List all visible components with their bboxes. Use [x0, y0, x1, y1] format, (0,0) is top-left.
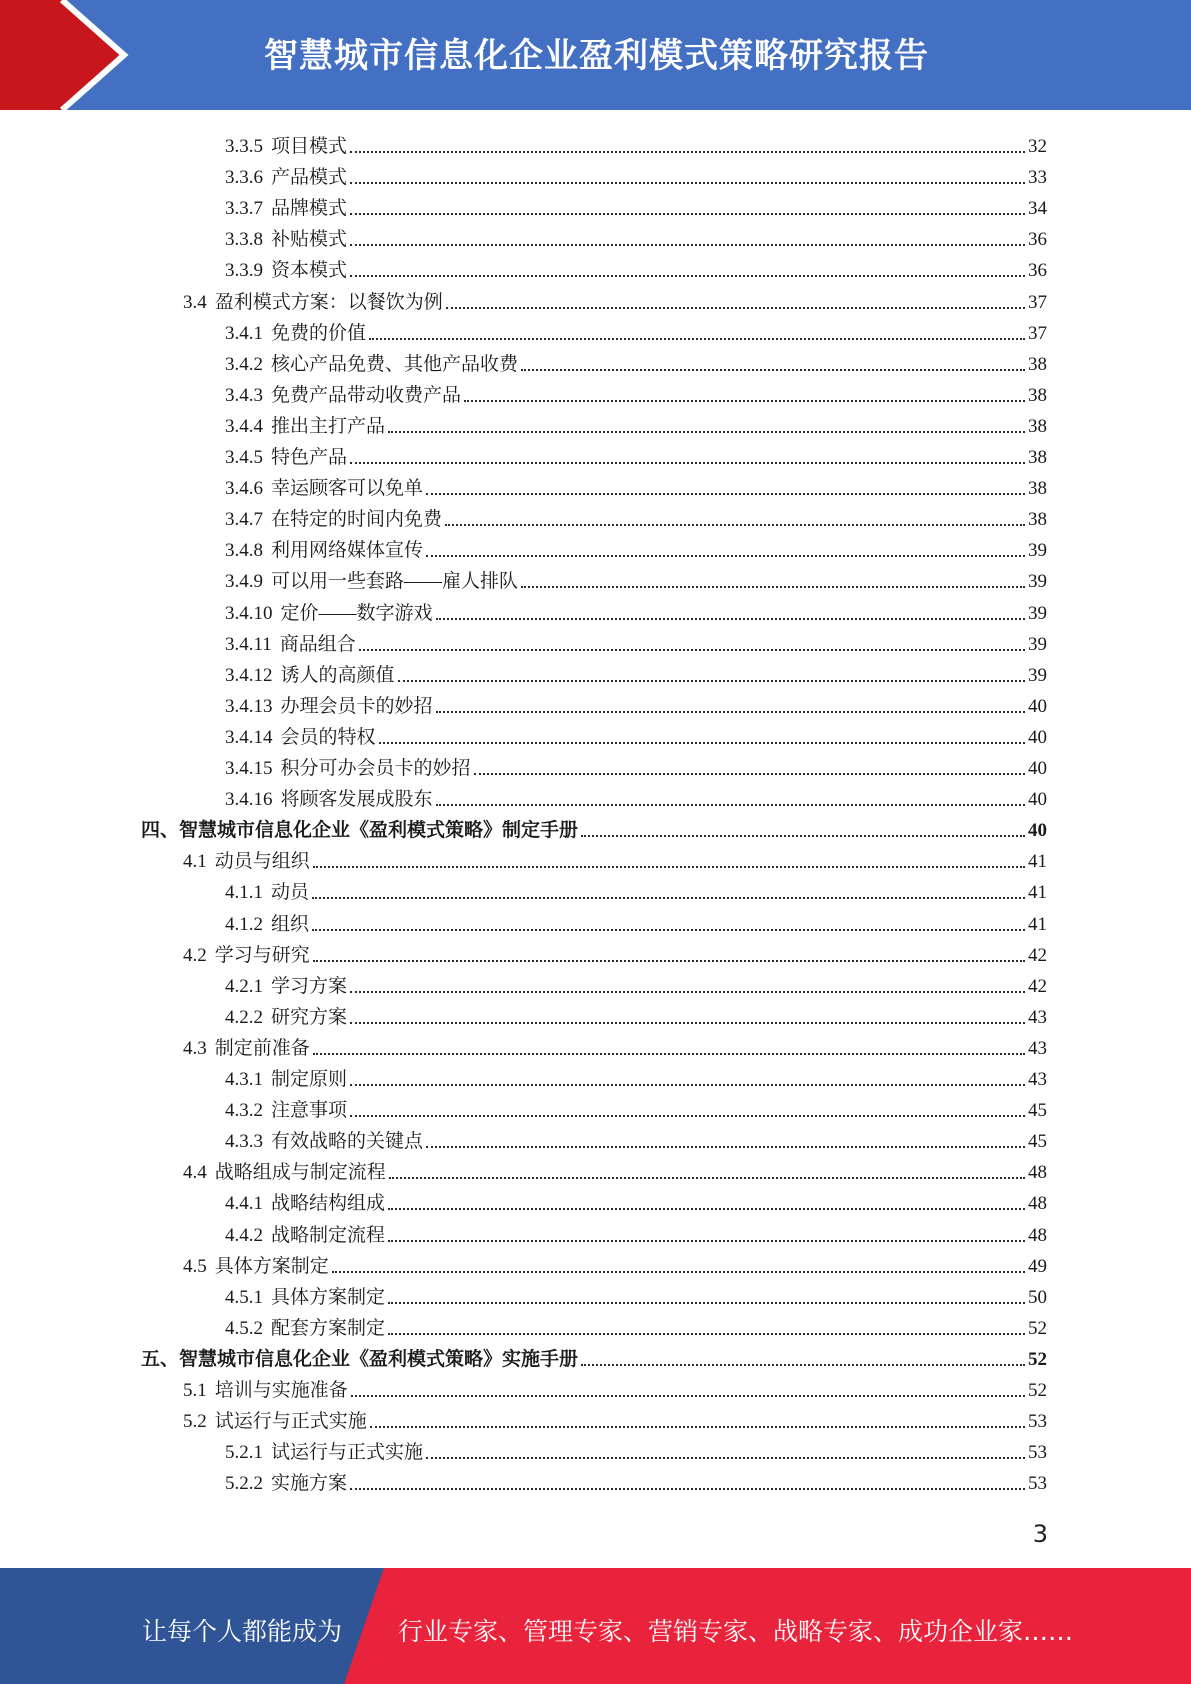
toc-dot-leader [426, 555, 1025, 557]
toc-entry-number: 4.4 [183, 1162, 207, 1184]
toc-dot-leader [445, 524, 1025, 526]
toc-entry[interactable] [225, 656, 1047, 687]
toc-dot-leader [350, 1488, 1025, 1490]
toc-entry[interactable] [183, 1029, 1047, 1060]
toc-entry-page: 42 [1028, 944, 1047, 966]
toc-entry[interactable] [225, 1184, 1047, 1215]
toc-entry[interactable] [183, 1371, 1047, 1402]
toc-dot-leader [446, 307, 1025, 309]
toc-dot-leader [369, 338, 1025, 340]
toc-entry-page: 39 [1028, 540, 1047, 562]
toc-entry-page: 50 [1028, 1286, 1047, 1308]
toc-dot-leader [389, 1177, 1025, 1179]
toc-entry-title: 免费产品带动收费产品 [271, 384, 462, 406]
toc-entry-number: 3.3.8 [225, 229, 263, 251]
toc-entry[interactable] [183, 842, 1047, 873]
toc-dot-leader [351, 1395, 1025, 1397]
toc-entry-number: 4.3.1 [225, 1069, 263, 1090]
toc-entry-number: 3.4.5 [225, 447, 263, 468]
toc-entry-title: 制定原则 [271, 1069, 348, 1090]
toc-entry-number: 5.2.2 [225, 1473, 263, 1495]
toc-entry[interactable] [225, 687, 1047, 718]
toc-dot-leader [521, 586, 1025, 588]
toc-entry-title: 学习与研究 [214, 944, 310, 966]
toc-dot-leader [350, 182, 1025, 184]
toc-entry-title: 在特定的时间内免费 [271, 509, 443, 531]
toc-entry-number: 四、 [141, 820, 180, 842]
toc-entry[interactable] [183, 1402, 1047, 1433]
toc-dot-leader [398, 680, 1025, 682]
toc-dot-leader [312, 929, 1025, 931]
toc-entry-number: 4.2.1 [225, 975, 263, 997]
toc-entry[interactable] [225, 251, 1047, 282]
toc-dot-leader [581, 1364, 1025, 1366]
footer-slogan-left: 让每个人都能成为 [142, 1617, 343, 1646]
toc-dot-leader [521, 369, 1025, 371]
toc-dot-leader [313, 1053, 1025, 1055]
toc-entry-page: 49 [1028, 1255, 1047, 1277]
toc-entry-number: 3.4 [183, 291, 207, 313]
toc-entry-title: 品牌模式 [271, 198, 348, 220]
toc-entry-number: 3.4.10 [225, 602, 273, 624]
toc-entry-number: 3.4.4 [225, 415, 263, 437]
toc-entry-page: 34 [1028, 198, 1047, 220]
toc-entry-title: 配套方案制定 [271, 1317, 386, 1339]
toc-entry-title: 组织 [271, 913, 310, 935]
toc-entry-number: 3.4.11 [225, 633, 272, 655]
toc-entry-number: 4.5.1 [225, 1286, 263, 1308]
toc-entry[interactable] [225, 594, 1047, 625]
toc-entry-title: 补贴模式 [271, 229, 348, 251]
toc-entry[interactable] [225, 127, 1047, 158]
toc-entry-title: 产品模式 [271, 167, 348, 189]
toc-entry-number: 3.4.6 [225, 478, 263, 500]
document-title: 智慧城市信息化企业盈利模式策略研究报告 [264, 36, 929, 76]
toc-dot-leader [474, 773, 1025, 775]
toc-dot-leader [350, 1084, 1025, 1086]
toc-entry-title: 商品组合 [279, 633, 356, 655]
toc-entry-page: 52 [1028, 1380, 1047, 1401]
toc-entry-title: 研究方案 [271, 1006, 348, 1028]
toc-entry-title: 项目模式 [271, 136, 348, 157]
header-banner [0, 0, 1191, 110]
toc-entry-number: 4.3.3 [225, 1131, 263, 1153]
toc-entry-number: 3.4.14 [225, 726, 273, 748]
toc-entry[interactable] [225, 1433, 1047, 1464]
toc-entry[interactable] [225, 718, 1047, 749]
toc-entry-title: 具体方案制定 [214, 1255, 329, 1277]
toc-dot-leader [436, 711, 1025, 713]
toc-entry-page: 42 [1028, 975, 1047, 997]
toc-entry[interactable] [225, 998, 1047, 1029]
toc-entry-number: 5.2.1 [225, 1442, 263, 1464]
toc-entry-page: 41 [1028, 851, 1047, 873]
toc-entry-title: 动员与组织 [214, 851, 310, 873]
toc-entry-page: 41 [1028, 913, 1047, 935]
toc-entry-page: 48 [1028, 1193, 1047, 1215]
toc-entry-page: 45 [1028, 1100, 1047, 1122]
toc-dot-leader [388, 1240, 1025, 1242]
toc-entry[interactable] [225, 1216, 1047, 1247]
toc-entry[interactable] [183, 1247, 1047, 1278]
toc-entry-number: 4.4.1 [225, 1193, 263, 1215]
toc-entry[interactable] [225, 314, 1047, 345]
toc-entry-page: 45 [1028, 1131, 1047, 1153]
toc-entry-page: 52 [1028, 1348, 1047, 1370]
toc-entry[interactable] [225, 1060, 1047, 1091]
toc-entry-number: 3.4.8 [225, 540, 263, 562]
toc-entry-title: 可以用一些套路——雇人排队 [271, 571, 519, 593]
toc-dot-leader [350, 275, 1025, 277]
toc-entry-number: 3.4.2 [225, 353, 263, 375]
header-arrow-graphic [0, 0, 150, 110]
toc-entry-page: 41 [1028, 882, 1047, 904]
toc-entry-page: 38 [1028, 353, 1047, 375]
toc-entry-number: 3.4.12 [225, 664, 273, 686]
toc-dot-leader [370, 1426, 1025, 1428]
toc-dot-leader [388, 431, 1025, 433]
toc-entry-page: 40 [1028, 695, 1047, 717]
toc-entry[interactable] [225, 625, 1047, 656]
toc-entry-title: 定价——数字游戏 [280, 602, 433, 624]
toc-dot-leader [350, 1115, 1025, 1117]
toc-entry-page: 40 [1028, 820, 1047, 842]
toc-dot-leader [350, 151, 1025, 153]
toc-dot-leader [350, 213, 1025, 215]
toc-dot-leader [312, 897, 1025, 899]
toc-entry-page: 39 [1028, 602, 1047, 624]
toc-entry-title: 动员 [271, 882, 310, 904]
toc-entry-title: 智慧城市信息化企业《盈利模式策略》制定手册 [179, 820, 579, 842]
toc-entry-title: 制定前准备 [214, 1037, 310, 1059]
toc-entry-page: 36 [1028, 260, 1047, 282]
toc-dot-leader [581, 835, 1025, 837]
toc-dot-leader [426, 1457, 1025, 1459]
toc-entry-title: 诱人的高颜值 [280, 664, 395, 686]
toc-entry-title: 免费的价值 [271, 322, 367, 344]
toc-entry[interactable] [225, 1464, 1047, 1495]
toc-entry-title: 幸运顾客可以免单 [271, 478, 424, 500]
toc-entry-number: 4.4.2 [225, 1224, 263, 1246]
toc-entry-title: 实施方案 [271, 1473, 348, 1495]
toc-entry-number: 5.2 [183, 1411, 207, 1433]
toc-dot-leader [379, 742, 1025, 744]
toc-entry[interactable] [225, 749, 1047, 780]
toc-dot-leader [388, 1208, 1025, 1210]
toc-entry[interactable] [225, 1091, 1047, 1122]
toc-dot-leader [426, 493, 1025, 495]
toc-entry[interactable] [225, 345, 1047, 376]
toc-entry-number: 3.3.5 [225, 136, 263, 157]
toc-entry-number: 4.2 [183, 944, 207, 966]
toc-entry-title: 特色产品 [271, 447, 348, 468]
toc-entry-page: 43 [1028, 1006, 1047, 1028]
toc-entry[interactable] [183, 1153, 1047, 1184]
toc-entry-number: 3.4.16 [225, 789, 273, 811]
toc-entry-title: 利用网络媒体宣传 [271, 540, 424, 562]
toc-entry-title: 办理会员卡的妙招 [280, 695, 433, 717]
toc-entry-page: 38 [1028, 447, 1047, 468]
page-number: 3 [1032, 1520, 1048, 1548]
toc-entry-number: 4.1 [183, 851, 207, 873]
toc-entry-title: 试运行与正式实施 [214, 1411, 367, 1433]
toc-entry-number: 3.4.9 [225, 571, 263, 593]
toc-entry[interactable] [141, 811, 1047, 842]
toc-entry-title: 盈利模式方案：以餐饮为例 [214, 291, 443, 313]
toc-dot-leader [350, 1022, 1025, 1024]
toc-entry-number: 五、 [141, 1348, 180, 1370]
toc-dot-leader [313, 866, 1025, 868]
toc-entry-number: 4.3.2 [225, 1100, 263, 1122]
toc-entry[interactable] [225, 562, 1047, 593]
footer-banner [0, 1568, 1191, 1684]
toc-dot-leader [388, 1302, 1025, 1304]
toc-entry-title: 战略制定流程 [271, 1224, 386, 1246]
toc-entry-page: 32 [1028, 136, 1047, 157]
toc-entry-page: 38 [1028, 509, 1047, 531]
toc-entry-title: 推出主打产品 [271, 415, 386, 437]
toc-entry-title: 注意事项 [271, 1100, 348, 1122]
toc-entry-page: 40 [1028, 726, 1047, 748]
toc-entry-number: 3.4.1 [225, 322, 263, 344]
toc-entry-page: 53 [1028, 1411, 1047, 1433]
toc-entry-page: 40 [1028, 789, 1047, 811]
toc-entry-title: 学习方案 [271, 975, 348, 997]
toc-entry-title: 战略组成与制定流程 [214, 1162, 386, 1184]
toc-entry-title: 具体方案制定 [271, 1286, 386, 1308]
toc-dot-leader [359, 649, 1025, 651]
toc-entry[interactable] [225, 967, 1047, 998]
toc-dot-leader [350, 991, 1025, 993]
toc-entry-title: 将顾客发展成股东 [280, 789, 433, 811]
toc-entry-number: 4.5 [183, 1255, 207, 1277]
toc-entry-page: 37 [1028, 291, 1047, 313]
toc-entry[interactable] [225, 873, 1047, 904]
toc-entry-title: 会员的特权 [280, 726, 376, 748]
footer-slogan-right: 行业专家、管理专家、营销专家、战略专家、成功企业家…… [398, 1617, 1074, 1646]
toc-entry-page: 39 [1028, 571, 1047, 593]
toc-entry-number: 4.1.2 [225, 913, 263, 935]
toc-dot-leader [350, 244, 1025, 246]
toc-entry[interactable] [225, 500, 1047, 531]
toc-entry-page: 48 [1028, 1224, 1047, 1246]
toc-entry[interactable] [225, 1278, 1047, 1309]
toc-entry[interactable] [225, 220, 1047, 251]
toc-entry-number: 5.1 [183, 1380, 207, 1401]
toc-entry-number: 3.3.7 [225, 198, 263, 220]
toc-entry-page: 43 [1028, 1037, 1047, 1059]
toc-entry[interactable] [225, 905, 1047, 936]
toc-entry[interactable] [225, 189, 1047, 220]
toc-entry-page: 39 [1028, 664, 1047, 686]
toc-entry-page: 36 [1028, 229, 1047, 251]
toc-entry[interactable] [183, 936, 1047, 967]
toc-entry[interactable] [183, 283, 1047, 314]
toc-entry-page: 37 [1028, 322, 1047, 344]
toc-dot-leader [436, 618, 1025, 620]
toc-dot-leader [436, 804, 1025, 806]
toc-entry-number: 3.3.9 [225, 260, 263, 282]
toc-dot-leader [332, 1271, 1025, 1273]
toc-entry-page: 52 [1028, 1317, 1047, 1339]
toc-entry-title: 智慧城市信息化企业《盈利模式策略》实施手册 [179, 1348, 579, 1370]
toc-entry-page: 38 [1028, 478, 1047, 500]
toc-entry-number: 4.5.2 [225, 1317, 263, 1339]
toc-entry-number: 3.3.6 [225, 167, 263, 189]
toc-entry-page: 33 [1028, 167, 1047, 189]
toc-entry-page: 53 [1028, 1473, 1047, 1495]
toc-entry-title: 有效战略的关键点 [271, 1131, 424, 1153]
toc-entry-page: 53 [1028, 1442, 1047, 1464]
toc-entry-title: 试运行与正式实施 [271, 1442, 424, 1464]
toc-entry-page: 38 [1028, 415, 1047, 437]
toc-dot-leader [464, 400, 1025, 402]
toc-entry-number: 3.4.3 [225, 384, 263, 406]
toc-dot-leader [388, 1333, 1025, 1335]
toc-dot-leader [426, 1146, 1025, 1148]
toc-entry-number: 3.4.13 [225, 695, 273, 717]
toc-entry[interactable] [225, 376, 1047, 407]
toc-entry[interactable] [225, 407, 1047, 438]
toc-entry-title: 积分可办会员卡的妙招 [280, 758, 471, 779]
toc-entry-title: 培训与实施准备 [214, 1380, 348, 1401]
toc-entry-page: 48 [1028, 1162, 1047, 1184]
toc-entry-number: 3.4.7 [225, 509, 263, 531]
toc-dot-leader [350, 462, 1025, 464]
toc-entry[interactable] [225, 531, 1047, 562]
toc-entry-title: 资本模式 [271, 260, 348, 282]
toc-entry-page: 40 [1028, 758, 1047, 779]
toc-entry-title: 战略结构组成 [271, 1193, 386, 1215]
toc-dot-leader [313, 960, 1025, 962]
toc-entry[interactable] [225, 438, 1047, 469]
toc-entry-title: 核心产品免费、其他产品收费 [271, 353, 519, 375]
toc-entry-number: 3.4.15 [225, 758, 273, 779]
toc-entry-page: 38 [1028, 384, 1047, 406]
toc-entry[interactable] [225, 780, 1047, 811]
toc-entry-number: 4.1.1 [225, 882, 263, 904]
toc-entry[interactable] [225, 469, 1047, 500]
toc-entry[interactable] [225, 1122, 1047, 1153]
toc-entry[interactable] [225, 1309, 1047, 1340]
toc-entry-number: 4.3 [183, 1037, 207, 1059]
toc-entry-page: 39 [1028, 633, 1047, 655]
toc-entry[interactable] [141, 1340, 1047, 1371]
toc-entry-page: 43 [1028, 1069, 1047, 1090]
toc-entry[interactable] [225, 158, 1047, 189]
toc-entry-number: 4.2.2 [225, 1006, 263, 1028]
